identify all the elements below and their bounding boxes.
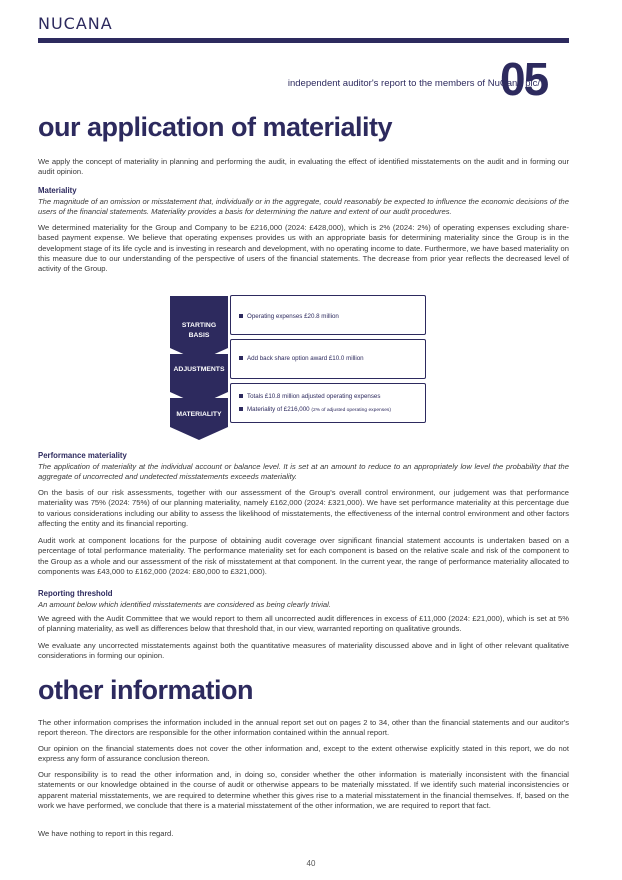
materiality-label: Materiality: [38, 186, 77, 195]
other-paragraph-1: The other information comprises the information included in the annual report set out on pages 2 to 34, other than the financial statements and our auditor's report thereon. The directors are responsible for the other information contained within the annual report.: [38, 718, 569, 738]
header-rule: [38, 38, 569, 43]
performance-paragraph-2: Audit work at component locations for the purpose of obtaining audit coverage over significant financial statement accounts is undertaken based on a percentage of total performance materiality. The performance materiality set for each component is based on the relative scale and risk of the component to the Group as a whole and our assessment of the risk of misstatement at that component. In the current year, the range of performance materiality allocated to components was £43,000 to £162,000 (2024: £80,000 to £321,000).: [38, 536, 569, 576]
materiality-heading: our application of materiality: [38, 112, 393, 142]
step-adjustments: [170, 354, 228, 392]
bullet-icon: [239, 407, 243, 411]
performance-definition: The application of materiality at the individual account or balance level. It is set at an amount to reduce to an appropriately low level the probability that the aggregate of uncorrected and undetected misstatements exceeds materiality.: [38, 462, 569, 482]
starting-basis-box: [230, 295, 426, 335]
bullet-icon: [239, 356, 243, 360]
box-item-note: (2% of adjusted operating expenses): [311, 408, 392, 413]
performance-paragraph-1: On the basis of our risk assessments, together with our assessment of the Group's overall control environment, our judgement was that performance materiality was 75% (2024: 75%) of our planning materiality, namely £162,000 (2024: £321,000). We have set performance materiality at this percentage due to various considerations including our ability to assess the likelihood of misstatements, the effectiveness of the internal control environment and other factors affecting the entity and its financial reporting.: [38, 488, 569, 528]
performance-label: Performance materiality: [38, 451, 127, 460]
report-title: independent auditor's report to the members of NuCana plc/: [287, 78, 540, 89]
bullet-icon: [239, 314, 243, 318]
reporting-paragraph-1: We agreed with the Audit Committee that we would report to them all uncorrected audit differences in excess of £11,000 (2024: £21,000), which is set at 5% of planning materiality, as well as differences below that threshold that, in our view, warranted reporting on qualitative grounds.: [38, 614, 569, 634]
box-item-text: Operating expenses £20.8 million: [247, 313, 339, 320]
reporting-paragraph-2: We evaluate any uncorrected misstatements against both the quantitative measures of materiality discussed above and in light of other relevant qualitative considerations in forming our opinion.: [38, 641, 569, 661]
step-starting-basis: [170, 296, 228, 348]
step-arrow: [170, 427, 228, 440]
step-label-line2: BASIS: [188, 332, 210, 339]
box-item: [239, 313, 339, 320]
materiality-box: [230, 383, 426, 423]
reporting-definition: An amount below which identified misstatements are considered as being clearly trivial.: [38, 600, 331, 609]
other-paragraph-2: Our opinion on the financial statements does not cover the other information and, except to the extent otherwise explicitly stated in this report, we do not express any form of assurance conclusion thereon.: [38, 744, 569, 764]
step-label-line1: STARTING: [181, 322, 217, 329]
box-item-text: Totals £10.8 million adjusted operating expenses: [247, 393, 381, 400]
box-item-text: Materiality of £216,000: [247, 406, 310, 413]
step-materiality: [170, 398, 228, 427]
box-item-text: Add back share option award £10.0 million: [247, 355, 364, 362]
box-item: [239, 406, 391, 413]
adjustments-box: [230, 339, 426, 379]
box-item: [239, 393, 380, 400]
other-paragraph-3: Our responsibility is to read the other information and, in doing so, consider whether the other information is materially inconsistent with the financial statements or our knowledge obtained in the course of audit or otherwise appears to be materially misstated. If we identify such material inconsistencies or apparent material misstatements, we are required to determine whether this gives rise to a material misstatement in the financial themselves. If, based on the work we have performed, we conclude that there is a material misstatement of the other information, we are required to report that fact.: [38, 770, 569, 810]
other-information-heading: other information: [38, 675, 253, 705]
bullet-icon: [239, 394, 243, 398]
step-label-line1: ADJUSTMENTS: [173, 366, 225, 373]
reporting-label: Reporting threshold: [38, 589, 113, 598]
page-number: 40: [306, 859, 316, 868]
box-item: [239, 355, 364, 362]
company-logo: NUCANA: [38, 14, 113, 33]
materiality-paragraph: We determined materiality for the Group and Company to be £216,000 (2024: £428,000), which is 2% (2024: 2%) of operating expenses excluding share-based payment expense. We believe that operating expenses provides us with an appropriate basis for determining materiality since the Group is in the development stage of its life cycle and is investing in research and development, with no operating income to date. Furthermore, we have based materiality on this measure due to our understanding of the perspective of users of the financial statements. The decrease from prior year reflects the decreased level of activity of the Group.: [38, 223, 569, 274]
materiality-intro: We apply the concept of materiality in planning and performing the audit, in evaluating the effect of identified misstatements on the audit and in forming our audit opinion.: [38, 157, 569, 177]
other-paragraph-4: We have nothing to report in this regard.: [38, 829, 174, 838]
section-number: 05: [500, 53, 548, 105]
step-label-line1: MATERIALITY: [176, 411, 222, 418]
materiality-definition: The magnitude of an omission or misstatement that, individually or in the aggregate, could reasonably be expected to influence the economic decisions of the users of the financial statements. Materiality provides a basis for determining the nature and extent of our audit procedures.: [38, 197, 569, 217]
